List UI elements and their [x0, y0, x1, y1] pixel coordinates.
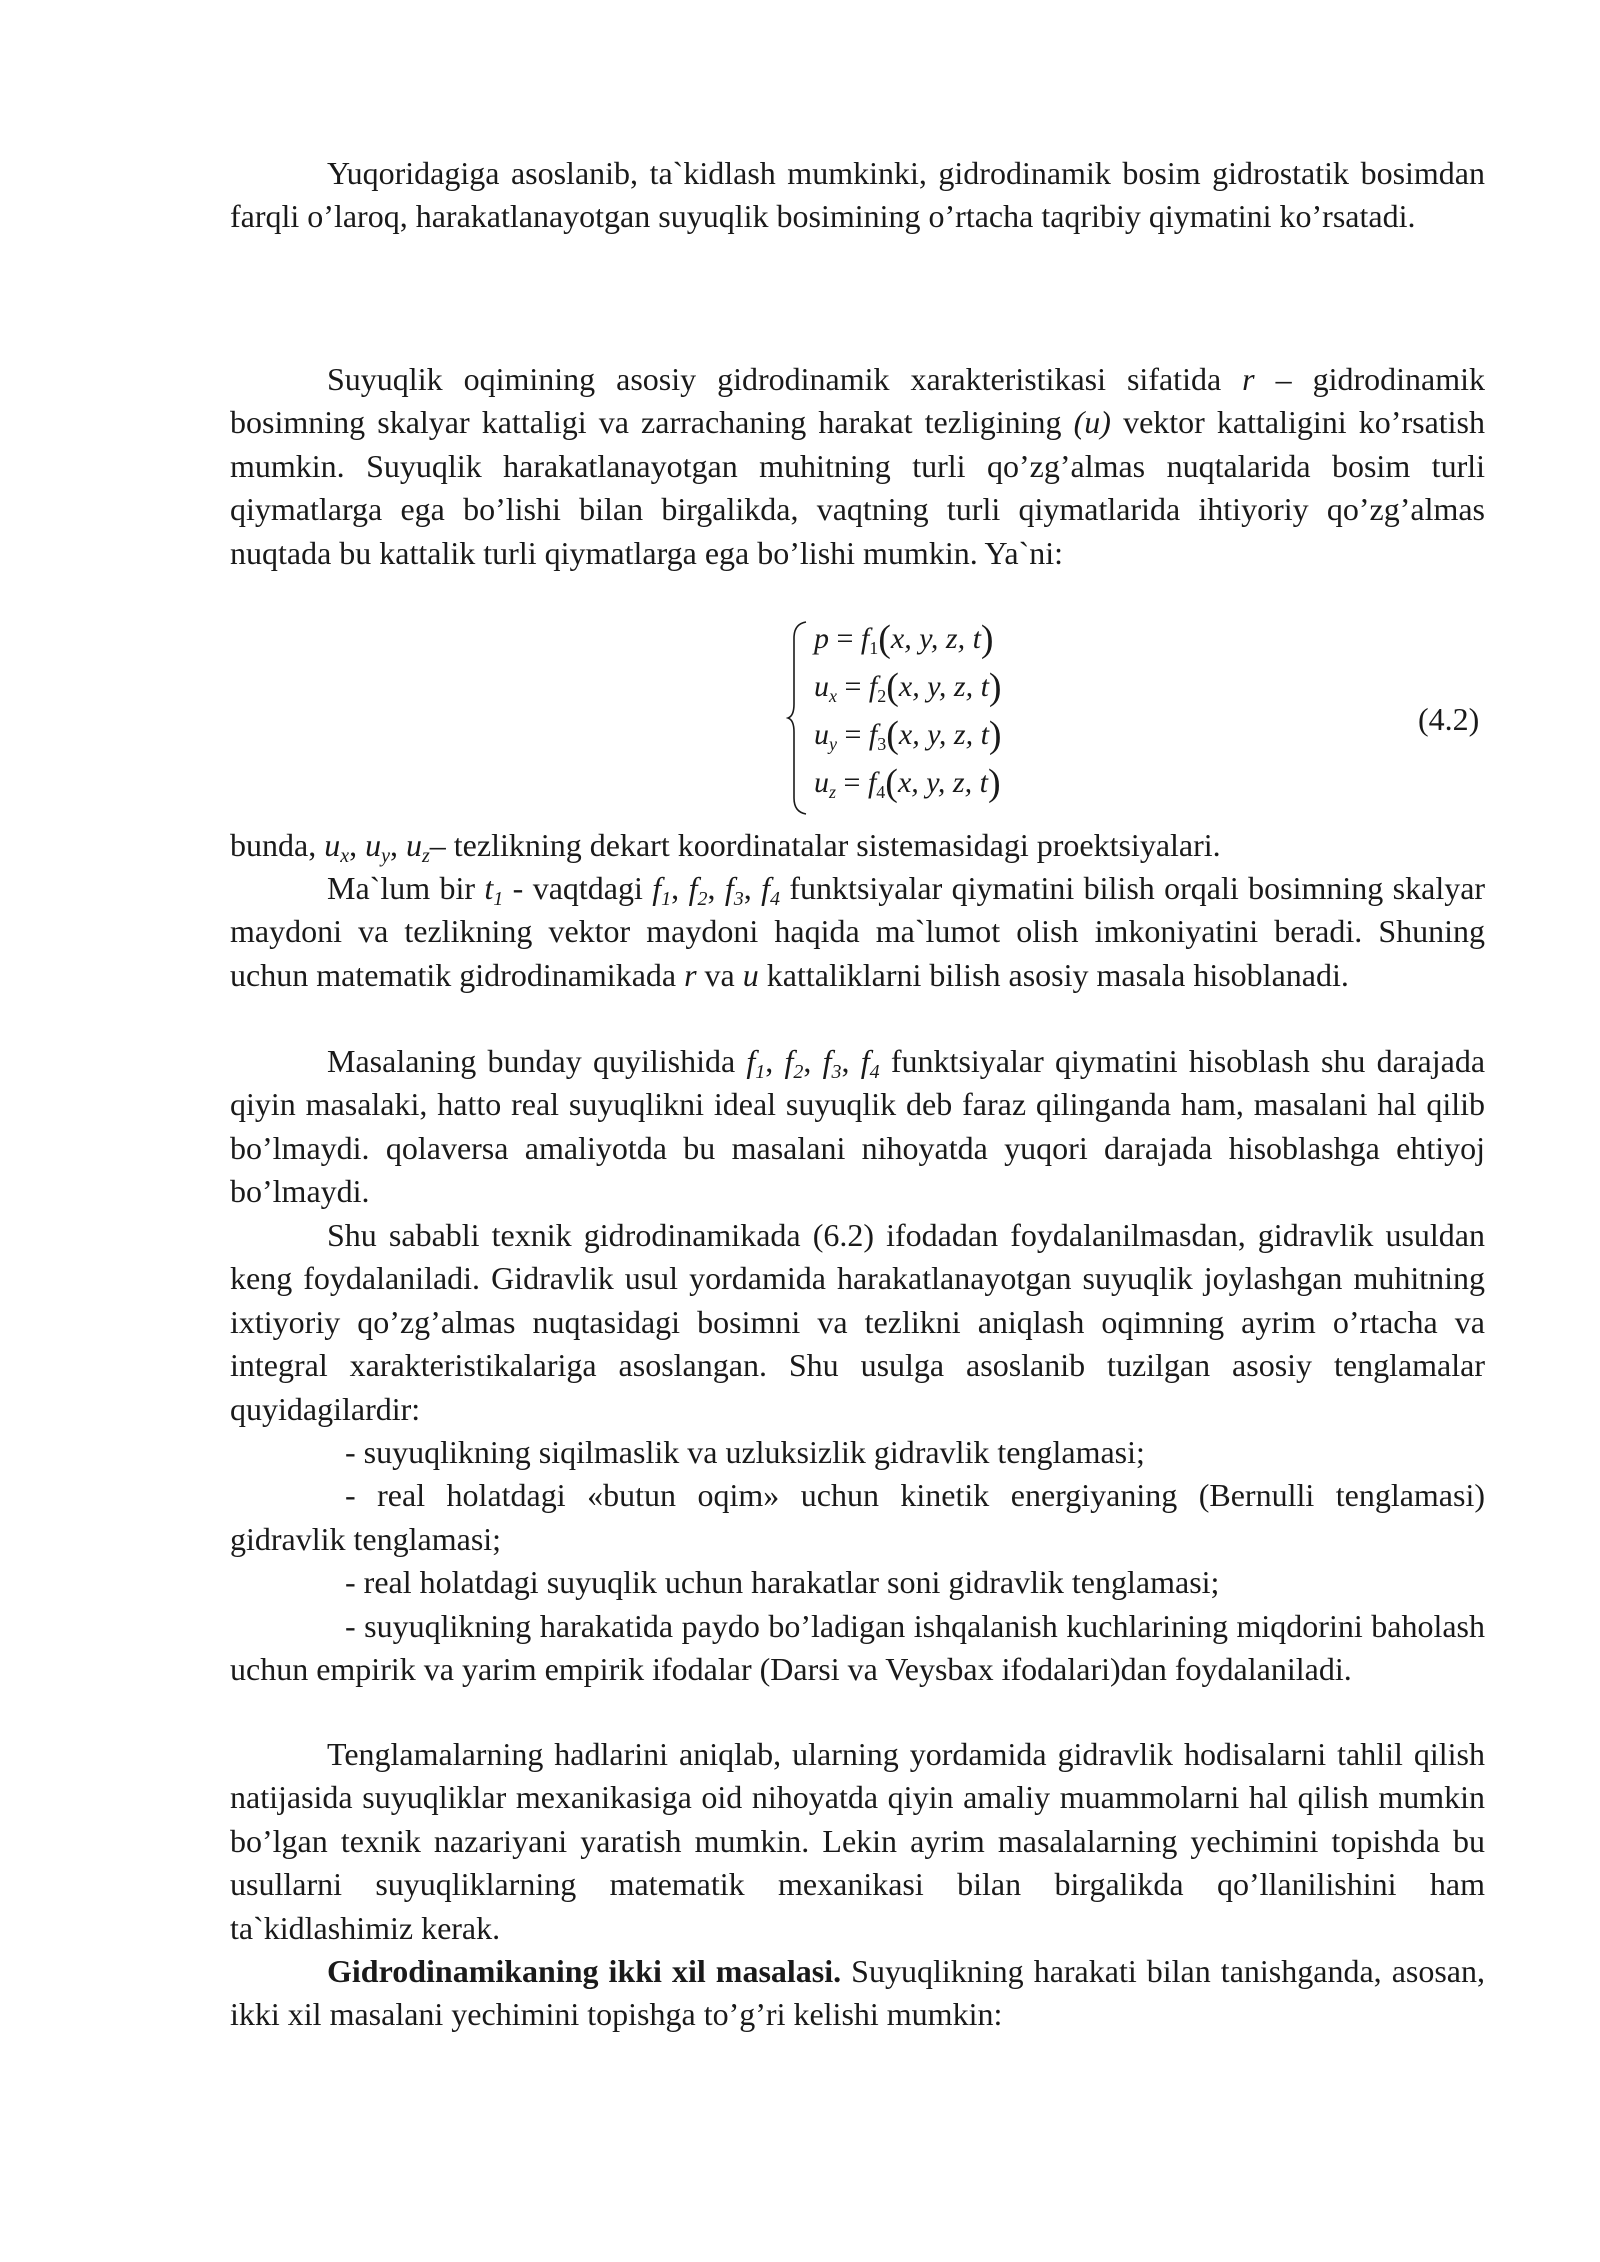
text-run: Ma`lum bir	[327, 870, 485, 906]
left-brace-icon	[786, 620, 808, 816]
paragraph-1-text: Yuqoridagiga asoslanib, ta`kidlash mumkinki, gidrodinamik bosim gidrostatik bosimdan farqli o’laroq, harakatlanayotgan suyuqlik bosimining o’rtacha taqribiy qiymatini ko’rsatadi.	[230, 155, 1485, 235]
equation-list	[230, 1431, 1485, 1691]
text-run: Masalaning bunday quyilishida	[327, 1043, 747, 1079]
text-run: Suyuqlik oqimining asosiy gidrodinamik xarakteristikasi sifatida	[327, 361, 1243, 397]
function-name: f	[868, 670, 878, 703]
subscript: 4	[869, 1061, 880, 1083]
text-run: - vaqtdagi	[503, 870, 653, 906]
function-args: x, y, z, t	[898, 718, 989, 751]
subscript-y: y	[381, 845, 390, 867]
function-args: x, y, z, t	[890, 622, 981, 655]
function-args: x, y, z, t	[897, 766, 988, 799]
subscript: 3	[733, 888, 744, 910]
paragraph-8	[230, 1950, 1485, 2037]
subscript: 1	[493, 888, 504, 910]
text-run: kattaliklarni bilish asosiy masala hisoblanadi.	[758, 956, 1349, 993]
left-paren: (	[886, 666, 899, 708]
list-item: - suyuqlikning siqilmaslik va uzluksizlik gidravlik tenglamasi;	[345, 1434, 1145, 1470]
right-paren: )	[988, 714, 1002, 756]
text-run: vektor kattaligini ko’rsatish mumkin. Suyuqlik harakatlanayotgan muhitning turli qo’zg’almas nuqtalarida bosim turli qiymatlarga ega bo’lishi bilan birgalikda, vaqtning turli qiymatlarida ihtiyoriy qo’zg’almas nuqtada bu kattalik turli qiymatlarga ega bo’lishi mumkin. Ya`ni:	[230, 404, 1486, 571]
right-paren: )	[980, 618, 994, 660]
list-item: - suyuqlikning harakatida paydo bo’ladigan ishqalanish kuchlarining miqdorini baholash uchun empirik va yarim empirik ifodalar (Darsi va Veysbax ifodalari)dan foydalaniladi.	[230, 1607, 1485, 1688]
variable-r: r	[684, 956, 697, 993]
paragraph-7	[230, 1733, 1485, 1950]
equation-row	[814, 716, 1002, 754]
variable-f: f	[761, 870, 771, 906]
text-run: bunda,	[230, 827, 325, 863]
text-run: va	[696, 956, 743, 993]
left-paren: (	[886, 714, 899, 756]
subscript-x: x	[340, 845, 350, 867]
text-run: ,	[803, 1043, 823, 1079]
equation-lhs: u	[814, 670, 829, 703]
paragraph-5	[230, 1040, 1485, 1214]
paragraph-7-text: Tenglamalarning hadlarini aniqlab, ularning yordamida gidravlik hodisalarni tahlil qilish natijasida suyuqliklar mexanikasiga oid nihoyatda qiyin amaliy muammolarni hal qilish mumkin bo’lgan texnik nazariyani yaratish mumkin. Lekin ayrim masalalarning yechimini topishda bu usullarni suyuqliklarning matematik mexanikasi bilan birgalikda qo’llanilishini ham ta`kidlashimiz kerak.	[230, 1736, 1485, 1946]
paragraph-5-text	[230, 1040, 1485, 1214]
variable-u: (u)	[1073, 404, 1111, 441]
subscript: 2	[793, 1061, 804, 1083]
paragraph-4	[230, 867, 1485, 997]
variable-u: u	[405, 827, 422, 863]
function-subscript: 4	[876, 782, 886, 802]
equation-lhs: p	[814, 622, 829, 655]
variable-u: u	[324, 827, 341, 863]
text-run: – gidrodinamik bosimning skalyar kattaligi va zarrachaning harakat tezligining	[230, 361, 1486, 441]
subscript: 4	[770, 888, 781, 910]
paragraph-6	[230, 1214, 1485, 1431]
paragraph-2-text	[230, 358, 1485, 575]
paragraph-3	[230, 824, 1485, 867]
function-name: f	[860, 622, 870, 655]
variable-u: u	[742, 956, 759, 993]
paragraph-4-text	[230, 867, 1485, 997]
variable-u: u	[365, 827, 382, 863]
right-paren: )	[988, 666, 1002, 708]
text-run: ,	[765, 1043, 785, 1079]
equation-row	[814, 620, 994, 658]
equation-lhs: u	[814, 766, 829, 799]
paragraph-8-text	[230, 1950, 1485, 2037]
variable-f: f	[688, 870, 698, 906]
function-name: f	[868, 718, 878, 751]
section-heading: Gidrodinamikaning ikki xil masalasi.	[327, 1953, 842, 1989]
function-subscript: 1	[869, 638, 879, 658]
subscript: 3	[831, 1061, 842, 1083]
equals-sign: =	[837, 670, 869, 703]
list-item: - real holatdagi «butun oqim» uchun kinetik energiyaning (Bernulli tenglamasi) gidravlik tenglamasi;	[230, 1477, 1485, 1557]
text-run: funktsiyalar qiymatini bilish orqali bosimning skalyar maydoni va tezlikning vektor maydoni haqida ma`lumot olish imkoniyatini beradi. Shuning uchun matematik gidrodinamikada	[230, 870, 1486, 993]
text-run: Suyuqlikning harakati bilan tanishganda, asosan, ikki xil masalani yechimini topishga to’g’ri kelishi mumkin:	[230, 1953, 1486, 2033]
paragraph-3-text	[230, 824, 1485, 867]
paragraph-6-text: Shu sababli texnik gidrodinamikada (6.2) ifodadan foydalanilmasdan, gidravlik usuldan keng foydalaniladi. Gidravlik usul yordamida harakatlanayotgan suyuqlik joylashgan muhitning ixtiyoriy qo’zg’almas nuqtasidagi bosimni va tezlikni aniqlash oqimning ayrim o’rtacha va integral xarakteristikalariga asoslangan. Shu usulga asoslanib tuzilgan asosiy tenglamalar quyidagilardir:	[230, 1217, 1485, 1427]
text-run: ,	[841, 1043, 861, 1079]
text-run: ,	[389, 827, 406, 863]
equation-lhs: u	[814, 718, 829, 751]
equals-sign: =	[829, 622, 861, 655]
equation-lhs-subscript: y	[829, 734, 837, 754]
variable-f: f	[724, 870, 734, 906]
equation-number: (4.2)	[1418, 701, 1480, 737]
subscript: 1	[755, 1061, 766, 1083]
equation-lhs-subscript: x	[829, 686, 837, 706]
text-run: ,	[671, 870, 689, 906]
text-run: ,	[743, 870, 762, 906]
subscript: 1	[661, 888, 672, 910]
paragraph-2	[230, 358, 1485, 575]
variable-f: f	[746, 1043, 756, 1079]
function-name: f	[867, 766, 877, 799]
variable-f: f	[860, 1043, 870, 1079]
equals-sign: =	[836, 766, 868, 799]
variable-f: f	[822, 1043, 832, 1079]
right-paren: )	[987, 762, 1001, 804]
list-item: - real holatdagi suyuqlik uchun harakatlar soni gidravlik tenglamasi;	[345, 1564, 1220, 1601]
function-subscript: 3	[877, 734, 887, 754]
variable-f: f	[784, 1043, 794, 1079]
text-run: – tezlikning dekart koordinatalar sistemasidagi proektsiyalari.	[429, 827, 1221, 863]
paragraph-1	[230, 152, 1485, 239]
equation-system	[800, 620, 1060, 816]
subscript-z: z	[421, 845, 430, 867]
function-subscript: 2	[877, 686, 887, 706]
text-run: funktsiyalar qiymatini hisoblash shu darajada qiyin masalaki, hatto real suyuqlikni ideal suyuqlik deb faraz qilinganda ham, masalani hal qilib bo’lmaydi. qolaversa amaliyotda bu masalani nihoyatda yuqori darajada hisoblashga ehtiyoj bo’lmaydi.	[230, 1043, 1486, 1210]
variable-t: t	[484, 870, 494, 906]
left-paren: (	[878, 618, 891, 660]
subscript: 2	[697, 888, 708, 910]
variable-r: r	[1242, 361, 1255, 397]
function-args: x, y, z, t	[898, 670, 989, 703]
left-paren: (	[885, 762, 898, 804]
variable-f: f	[652, 870, 662, 906]
text-run: ,	[349, 827, 366, 863]
equation-row	[814, 668, 1002, 706]
equation-lhs-subscript: z	[829, 782, 837, 802]
equation-row	[814, 764, 1001, 802]
text-run: ,	[707, 870, 725, 906]
equals-sign: =	[837, 718, 869, 751]
